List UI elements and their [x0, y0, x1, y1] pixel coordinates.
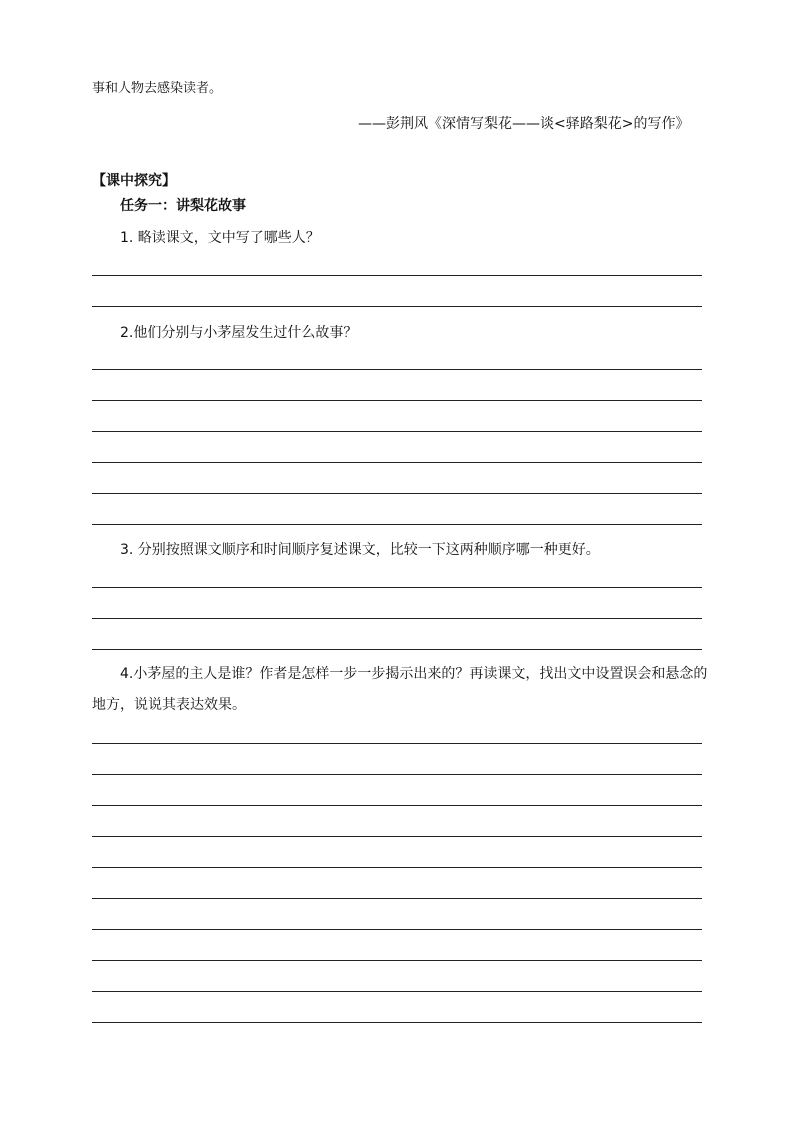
answer-line[interactable] — [92, 493, 702, 494]
question-2: 2.他们分别与小茅屋发生过什么故事？ — [120, 325, 358, 341]
answer-line[interactable] — [92, 805, 702, 806]
answer-line[interactable] — [92, 1022, 702, 1023]
answer-line[interactable] — [92, 618, 702, 619]
answer-line[interactable] — [92, 960, 702, 961]
intro-text-end: 事和人物去感染读者。 — [92, 81, 223, 96]
answer-line[interactable] — [92, 431, 702, 432]
answer-line[interactable] — [92, 991, 702, 992]
answer-line[interactable] — [92, 587, 702, 588]
quote-attribution: ——彭荆风《深情写梨花——谈<驿路梨花>的写作》 — [358, 116, 690, 132]
question-1: 1. 略读课文，文中写了哪些人？ — [120, 230, 320, 246]
answer-line[interactable] — [92, 275, 702, 276]
answer-line[interactable] — [92, 898, 702, 899]
answer-line[interactable] — [92, 867, 702, 868]
answer-line[interactable] — [92, 462, 702, 463]
question-4-line-2: 地方，说说其表达效果。 — [92, 697, 246, 713]
answer-line[interactable] — [92, 836, 702, 837]
question-4-line-1: 4.小茅屋的主人是谁？作者是怎样一步一步揭示出来的？再读课文，找出文中设置误会和悬念的 — [120, 666, 708, 682]
question-3: 3. 分别按照课文顺序和时间顺序复述课文，比较一下这两种顺序哪一种更好。 — [120, 542, 600, 558]
answer-line[interactable] — [92, 524, 702, 525]
answer-line[interactable] — [92, 929, 702, 930]
answer-line[interactable] — [92, 306, 702, 307]
section-heading: 【课中探究】 — [92, 173, 176, 189]
answer-line[interactable] — [92, 369, 702, 370]
answer-line[interactable] — [92, 400, 702, 401]
answer-line[interactable] — [92, 743, 702, 744]
answer-line[interactable] — [92, 649, 702, 650]
task-title: 任务一：讲梨花故事 — [120, 198, 246, 214]
answer-line[interactable] — [92, 774, 702, 775]
